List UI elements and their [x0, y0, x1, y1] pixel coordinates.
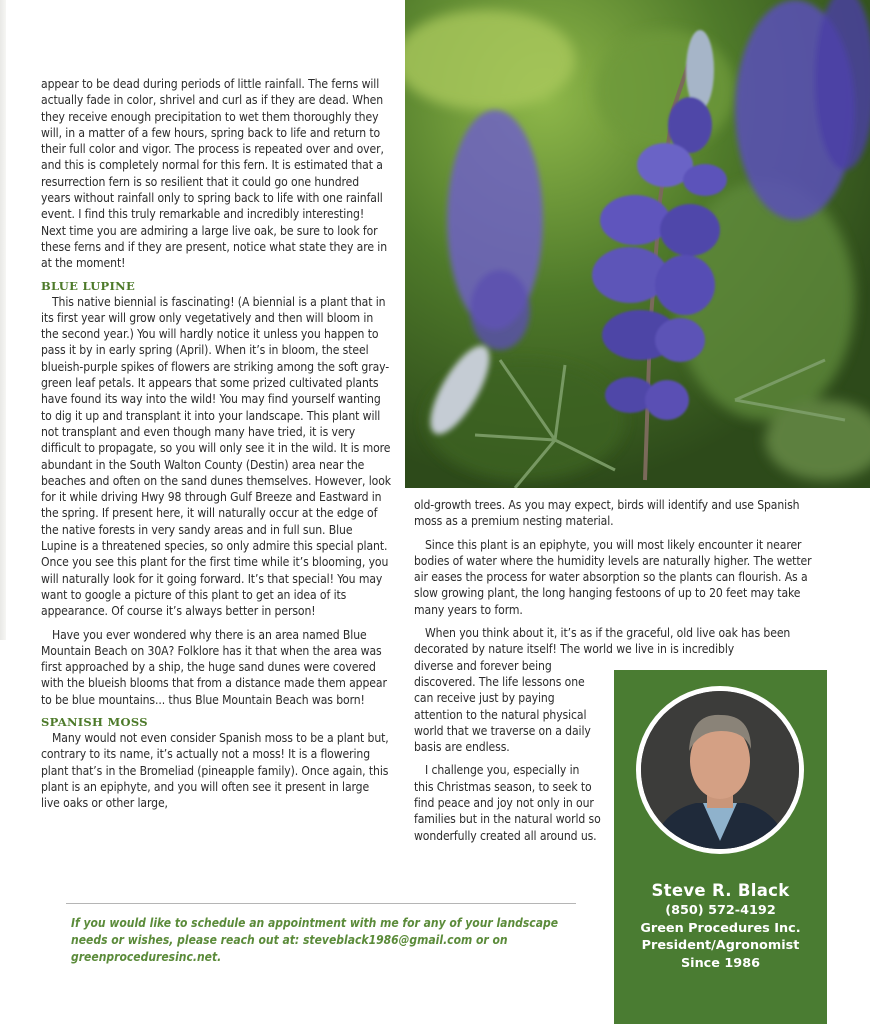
article-paragraph	[41, 294, 391, 620]
article-paragraph: old-growth trees. As you may expect, birds will identify and use Spanish moss as a premium nesting material.	[414, 498, 800, 529]
page-fold-shadow	[0, 0, 6, 640]
paragraph-text: Since this plant is an epiphyte, you will most likely encounter it nearer bodies of water where the humidity levels are naturally higher. The wetter air eases the process for water absorption so the plants can flourish. As a slow growing plant, the long hanging festoons of up to 20 feet may take many years to form.	[414, 537, 812, 617]
lupine-illustration	[405, 0, 870, 488]
article-paragraph: diverse and forever being discovered. The life lessons one can receive just by paying attention to the natural physical world that we traverse on a daily basis are endless.	[414, 658, 591, 755]
paragraph-text: Many would not even consider Spanish moss to be a plant but, contrary to its name, it’s actually not a moss! It is a flowering plant that’s in the Bromeliad (pineapple family). Once again, this plant is an epiphyte, and you will often see it present in large live oaks or other large,	[41, 730, 389, 811]
section-heading-blue-lupine: BLUE LUPINE	[41, 278, 136, 293]
paragraph-text: When you think about it, it’s as if the graceful, old live oak has been decorated by nature itself! The world we live in is incredibly	[414, 626, 791, 657]
article-paragraph	[414, 537, 814, 618]
paragraph-text: I challenge you, especially in this Christmas season, to seek to find peace and joy not only in our families but in the natural world so wonderfully created all around us.	[414, 763, 601, 843]
author-company: Green Procedures Inc.	[640, 920, 801, 936]
section-heading-spanish-moss: SPANISH MOSS	[41, 714, 148, 729]
blue-lupine-photo	[405, 0, 870, 488]
author-contact	[614, 880, 827, 972]
footer-divider	[66, 903, 576, 904]
article-paragraph	[41, 730, 391, 811]
author-name: Steve R. Black	[651, 881, 790, 900]
avatar	[641, 691, 799, 849]
article-paragraph	[414, 762, 602, 843]
article-left-column	[41, 76, 391, 818]
author-since: Since 1986	[680, 955, 761, 971]
article-paragraph	[41, 627, 391, 708]
author-portrait	[636, 686, 804, 854]
portrait-illustration	[641, 691, 799, 849]
article-paragraph	[414, 625, 814, 658]
paragraph-text: This native biennial is fascinating! (A biennial is a plant that in its first year will grow only vegetatively and then will bloom in the second year.) You will hardly notice it unless you happen to pass it by in early spring (April). When it’s in bloom, the steel blueish-purple spikes of flowers are striking among the soft gray-green leaf petals. It appears that some prized cultivated plants have found its way into the wild! You may find yourself wanting to dig it up and transplant it into your landscape. This plant will not transplant and even though many have tried, it is very difficult to propagate, so you will only see it in the wild. It is more abundant in the South Walton County (Destin) area near the beaches and often on the sand dunes themselves. However, look for it while driving Hwy 98 through Gulf Breeze and Eastward in the spring. If present here, it will naturally occur at the edge of the native forests in very sandy areas and in full sun. Blue Lupine is a threatened species, so only admire this special plant. Once you see this plant for the first time while it’s blooming, you will naturally look for it going forward. It’s that special! You may want to google a picture of this plant to get an idea of its appearance. Of course it’s always better in person!	[41, 294, 391, 619]
article-paragraph: appear to be dead during periods of little rainfall. The ferns will actually fade in color, shrivel and curl as if they are dead. When they receive enough precipitation to wet them thoroughly they will, in a matter of a few hours, spring back to life and return to their full color and vigor. The process is repeated over and over, and this is completely normal for this fern. It is estimated that a resurrection fern is so resilient that it could go one hundred years without rainfall only to spring back to life with one rainfall event. I find this truly remarkable and incredibly interesting! Next time you are admiring a large live oak, be sure to look for these ferns and if they are present, notice what state they are in at the moment!	[41, 77, 387, 271]
paragraph-text: Have you ever wondered why there is an area named Blue Mountain Beach on 30A? Folklore has it that when the area was first approached by a ship, the huge sand dunes were covered with the blueish blooms that from a distance made them appear to be blue mountains... thus Blue Mountain Beach was born!	[41, 627, 387, 707]
author-phone: (850) 572-4192	[665, 903, 776, 918]
footer-contact-note: If you would like to schedule an appointment with me for any of your landscape needs or wishes, please reach out at: steveblack1986@gmail.com or on greenproceduresinc.net.	[71, 916, 559, 964]
author-title: President/Agronomist	[641, 938, 800, 953]
author-bio-panel	[614, 670, 827, 1024]
